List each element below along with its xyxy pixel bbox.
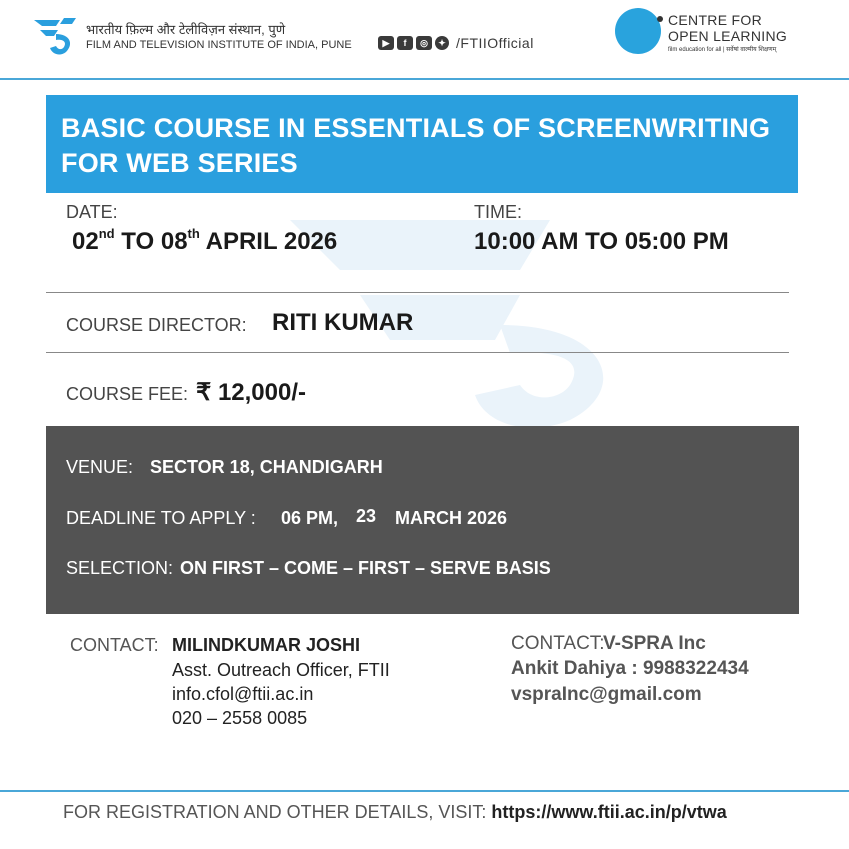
header-divider: [0, 78, 849, 80]
contact-right-email[interactable]: vspraInc@gmail.com: [511, 684, 702, 705]
footer-registration: [63, 802, 727, 823]
time-label: TIME:: [474, 202, 522, 222]
selection-value: ON FIRST – COME – FIRST – SERVE BASIS: [180, 558, 551, 578]
instagram-icon[interactable]: ◎: [416, 36, 432, 50]
venue-value: SECTOR 18, CHANDIGARH: [150, 457, 383, 477]
cfol-title-line1: CENTRE FOR: [668, 12, 762, 28]
divider-1: [46, 292, 789, 293]
cfol-title-line2: OPEN LEARNING: [668, 28, 788, 44]
footer-url-link[interactable]: https://www.ftii.ac.in/p/vtwa: [491, 802, 727, 822]
facebook-icon[interactable]: f: [397, 36, 413, 50]
contact-left-label: CONTACT:: [70, 635, 159, 655]
course-title: BASIC COURSE IN ESSENTIALS OF SCREENWRITING FOR WEB SERIES: [61, 113, 771, 178]
institute-name-english: FILM AND TELEVISION INSTITUTE OF INDIA, PUNE: [86, 39, 352, 51]
contact-left-email[interactable]: info.cfol@ftii.ac.in: [172, 684, 314, 704]
cfol-logo-icon: [615, 8, 661, 54]
date-label: DATE:: [66, 202, 118, 222]
time-value: 10:00 AM TO 05:00 PM: [474, 228, 729, 255]
course-director-label: COURSE DIRECTOR:: [66, 315, 247, 335]
contact-left-role: Asst. Outreach Officer, FTII: [172, 660, 390, 680]
deadline-time: 06 PM,: [281, 508, 339, 528]
contact-right-label: CONTACT:: [511, 633, 605, 654]
contact-left-phone[interactable]: 020 – 2558 0085: [172, 708, 308, 728]
footer-text: FOR REGISTRATION AND OTHER DETAILS, VISIT:: [63, 802, 487, 822]
contact-left-name: MILINDKUMAR JOSHI: [172, 635, 360, 655]
social-links: [378, 35, 534, 51]
youtube-icon[interactable]: ▶: [378, 36, 394, 50]
twitter-icon[interactable]: ✦: [435, 36, 449, 50]
date-end-suffix: th: [187, 226, 200, 241]
cfol-logo-dot: [657, 16, 663, 22]
venue-label: VENUE:: [66, 457, 134, 477]
date-start-day: 02: [72, 228, 99, 255]
deadline-label: DEADLINE TO APPLY :: [66, 508, 256, 528]
selection-label: SELECTION:: [66, 558, 174, 578]
institute-name-hindi: भारतीय फ़िल्म और टेलीविज़न संस्थान, पुणे: [86, 22, 286, 37]
date-connector: TO: [121, 228, 155, 255]
footer-divider: [0, 790, 849, 792]
divider-2: [46, 352, 789, 353]
cfol-tagline: film education for all | सर्वेषां वाल्मीय शिक्षणम्: [668, 47, 777, 53]
date-end-day: 08: [160, 228, 188, 255]
ftii-logo: [30, 14, 78, 58]
course-director-value: RITI KUMAR: [272, 309, 414, 336]
contact-right-org: V-SPRA Inc: [603, 633, 706, 654]
deadline-month: MARCH 2026: [395, 508, 508, 528]
date-month-year: APRIL 2026: [205, 228, 338, 255]
course-fee-label: COURSE FEE:: [66, 384, 189, 404]
date-value: [72, 228, 337, 256]
date-start-suffix: nd: [98, 226, 115, 241]
deadline-day: 23: [356, 506, 377, 526]
contact-right-person[interactable]: Ankit Dahiya : 9988322434: [511, 658, 749, 679]
course-fee-value: ₹ 12,000/-: [196, 379, 307, 406]
social-handle[interactable]: /FTIIOfficial: [456, 35, 534, 51]
